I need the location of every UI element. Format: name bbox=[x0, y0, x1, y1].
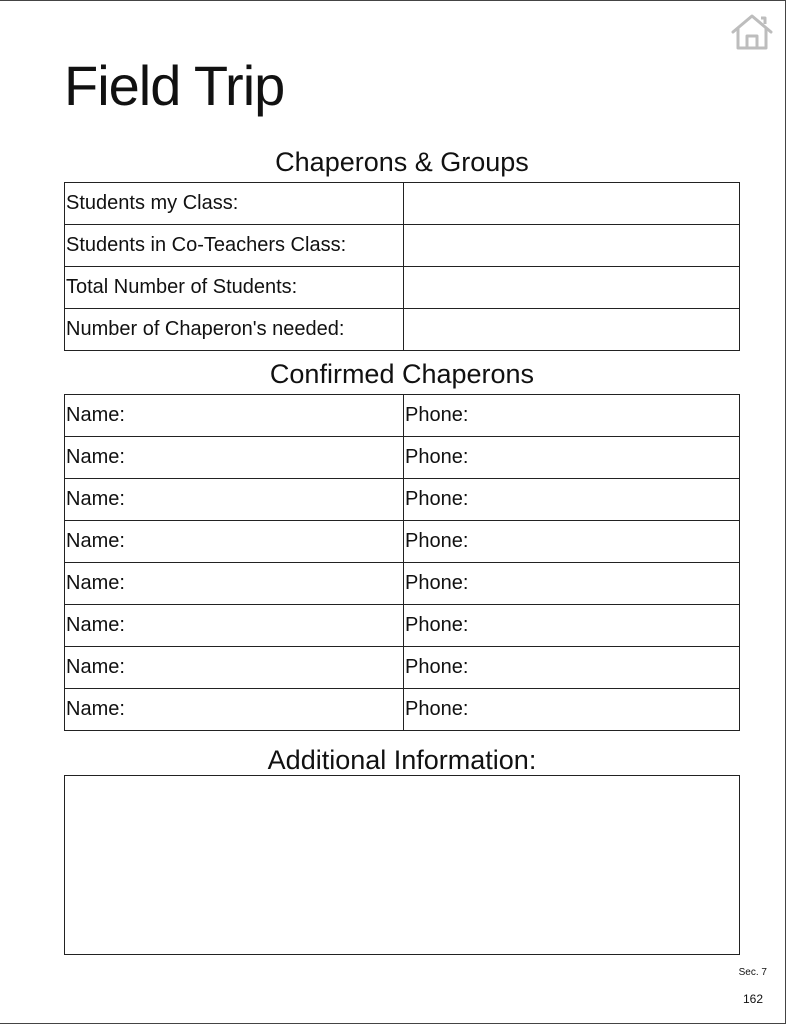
chaperon-phone-field[interactable]: Phone: bbox=[404, 689, 740, 731]
home-icon[interactable] bbox=[729, 12, 775, 52]
chaperons-needed-label: Number of Chaperon's needed: bbox=[65, 309, 404, 351]
students-my-class-field[interactable] bbox=[404, 183, 740, 225]
table-row bbox=[65, 647, 740, 689]
students-co-teachers-class-field[interactable] bbox=[404, 225, 740, 267]
chaperon-phone-field[interactable]: Phone: bbox=[404, 605, 740, 647]
table-row bbox=[65, 689, 740, 731]
additional-information-field[interactable] bbox=[64, 775, 740, 955]
chaperons-groups-table bbox=[64, 182, 740, 351]
chaperon-name-field[interactable]: Name: bbox=[65, 689, 404, 731]
table-row bbox=[65, 267, 740, 309]
chaperon-phone-field[interactable]: Phone: bbox=[404, 647, 740, 689]
section-label: Sec. 7 bbox=[738, 967, 767, 978]
students-my-class-label: Students my Class: bbox=[65, 183, 404, 225]
additional-information-heading: Additional Information: bbox=[267, 745, 537, 775]
total-students-field[interactable] bbox=[404, 267, 740, 309]
table-row bbox=[65, 225, 740, 267]
chaperon-phone-field[interactable]: Phone: bbox=[404, 479, 740, 521]
chaperons-needed-field[interactable] bbox=[404, 309, 740, 351]
confirmed-chaperons-table bbox=[64, 394, 740, 731]
page-number: 162 bbox=[742, 992, 763, 1006]
chaperon-name-field[interactable]: Name: bbox=[65, 605, 404, 647]
confirmed-chaperons-heading: Confirmed Chaperons bbox=[269, 359, 535, 389]
table-row bbox=[65, 395, 740, 437]
chaperon-name-field[interactable]: Name: bbox=[65, 479, 404, 521]
table-row bbox=[65, 563, 740, 605]
chaperon-phone-field[interactable]: Phone: bbox=[404, 563, 740, 605]
table-row bbox=[65, 183, 740, 225]
total-students-label: Total Number of Students: bbox=[65, 267, 404, 309]
chaperons-groups-heading: Chaperons & Groups bbox=[275, 147, 529, 177]
page-title: Field Trip bbox=[64, 54, 285, 117]
table-row bbox=[65, 605, 740, 647]
chaperon-name-field[interactable]: Name: bbox=[65, 395, 404, 437]
table-row bbox=[65, 437, 740, 479]
chaperon-name-field[interactable]: Name: bbox=[65, 521, 404, 563]
table-row bbox=[65, 309, 740, 351]
table-row bbox=[65, 479, 740, 521]
chaperon-phone-field[interactable]: Phone: bbox=[404, 395, 740, 437]
chaperon-name-field[interactable]: Name: bbox=[65, 647, 404, 689]
table-row bbox=[65, 521, 740, 563]
chaperon-name-field[interactable]: Name: bbox=[65, 437, 404, 479]
chaperon-name-field[interactable]: Name: bbox=[65, 563, 404, 605]
chaperon-phone-field[interactable]: Phone: bbox=[404, 521, 740, 563]
students-co-teachers-class-label: Students in Co-Teachers Class: bbox=[65, 225, 404, 267]
chaperon-phone-field[interactable]: Phone: bbox=[404, 437, 740, 479]
